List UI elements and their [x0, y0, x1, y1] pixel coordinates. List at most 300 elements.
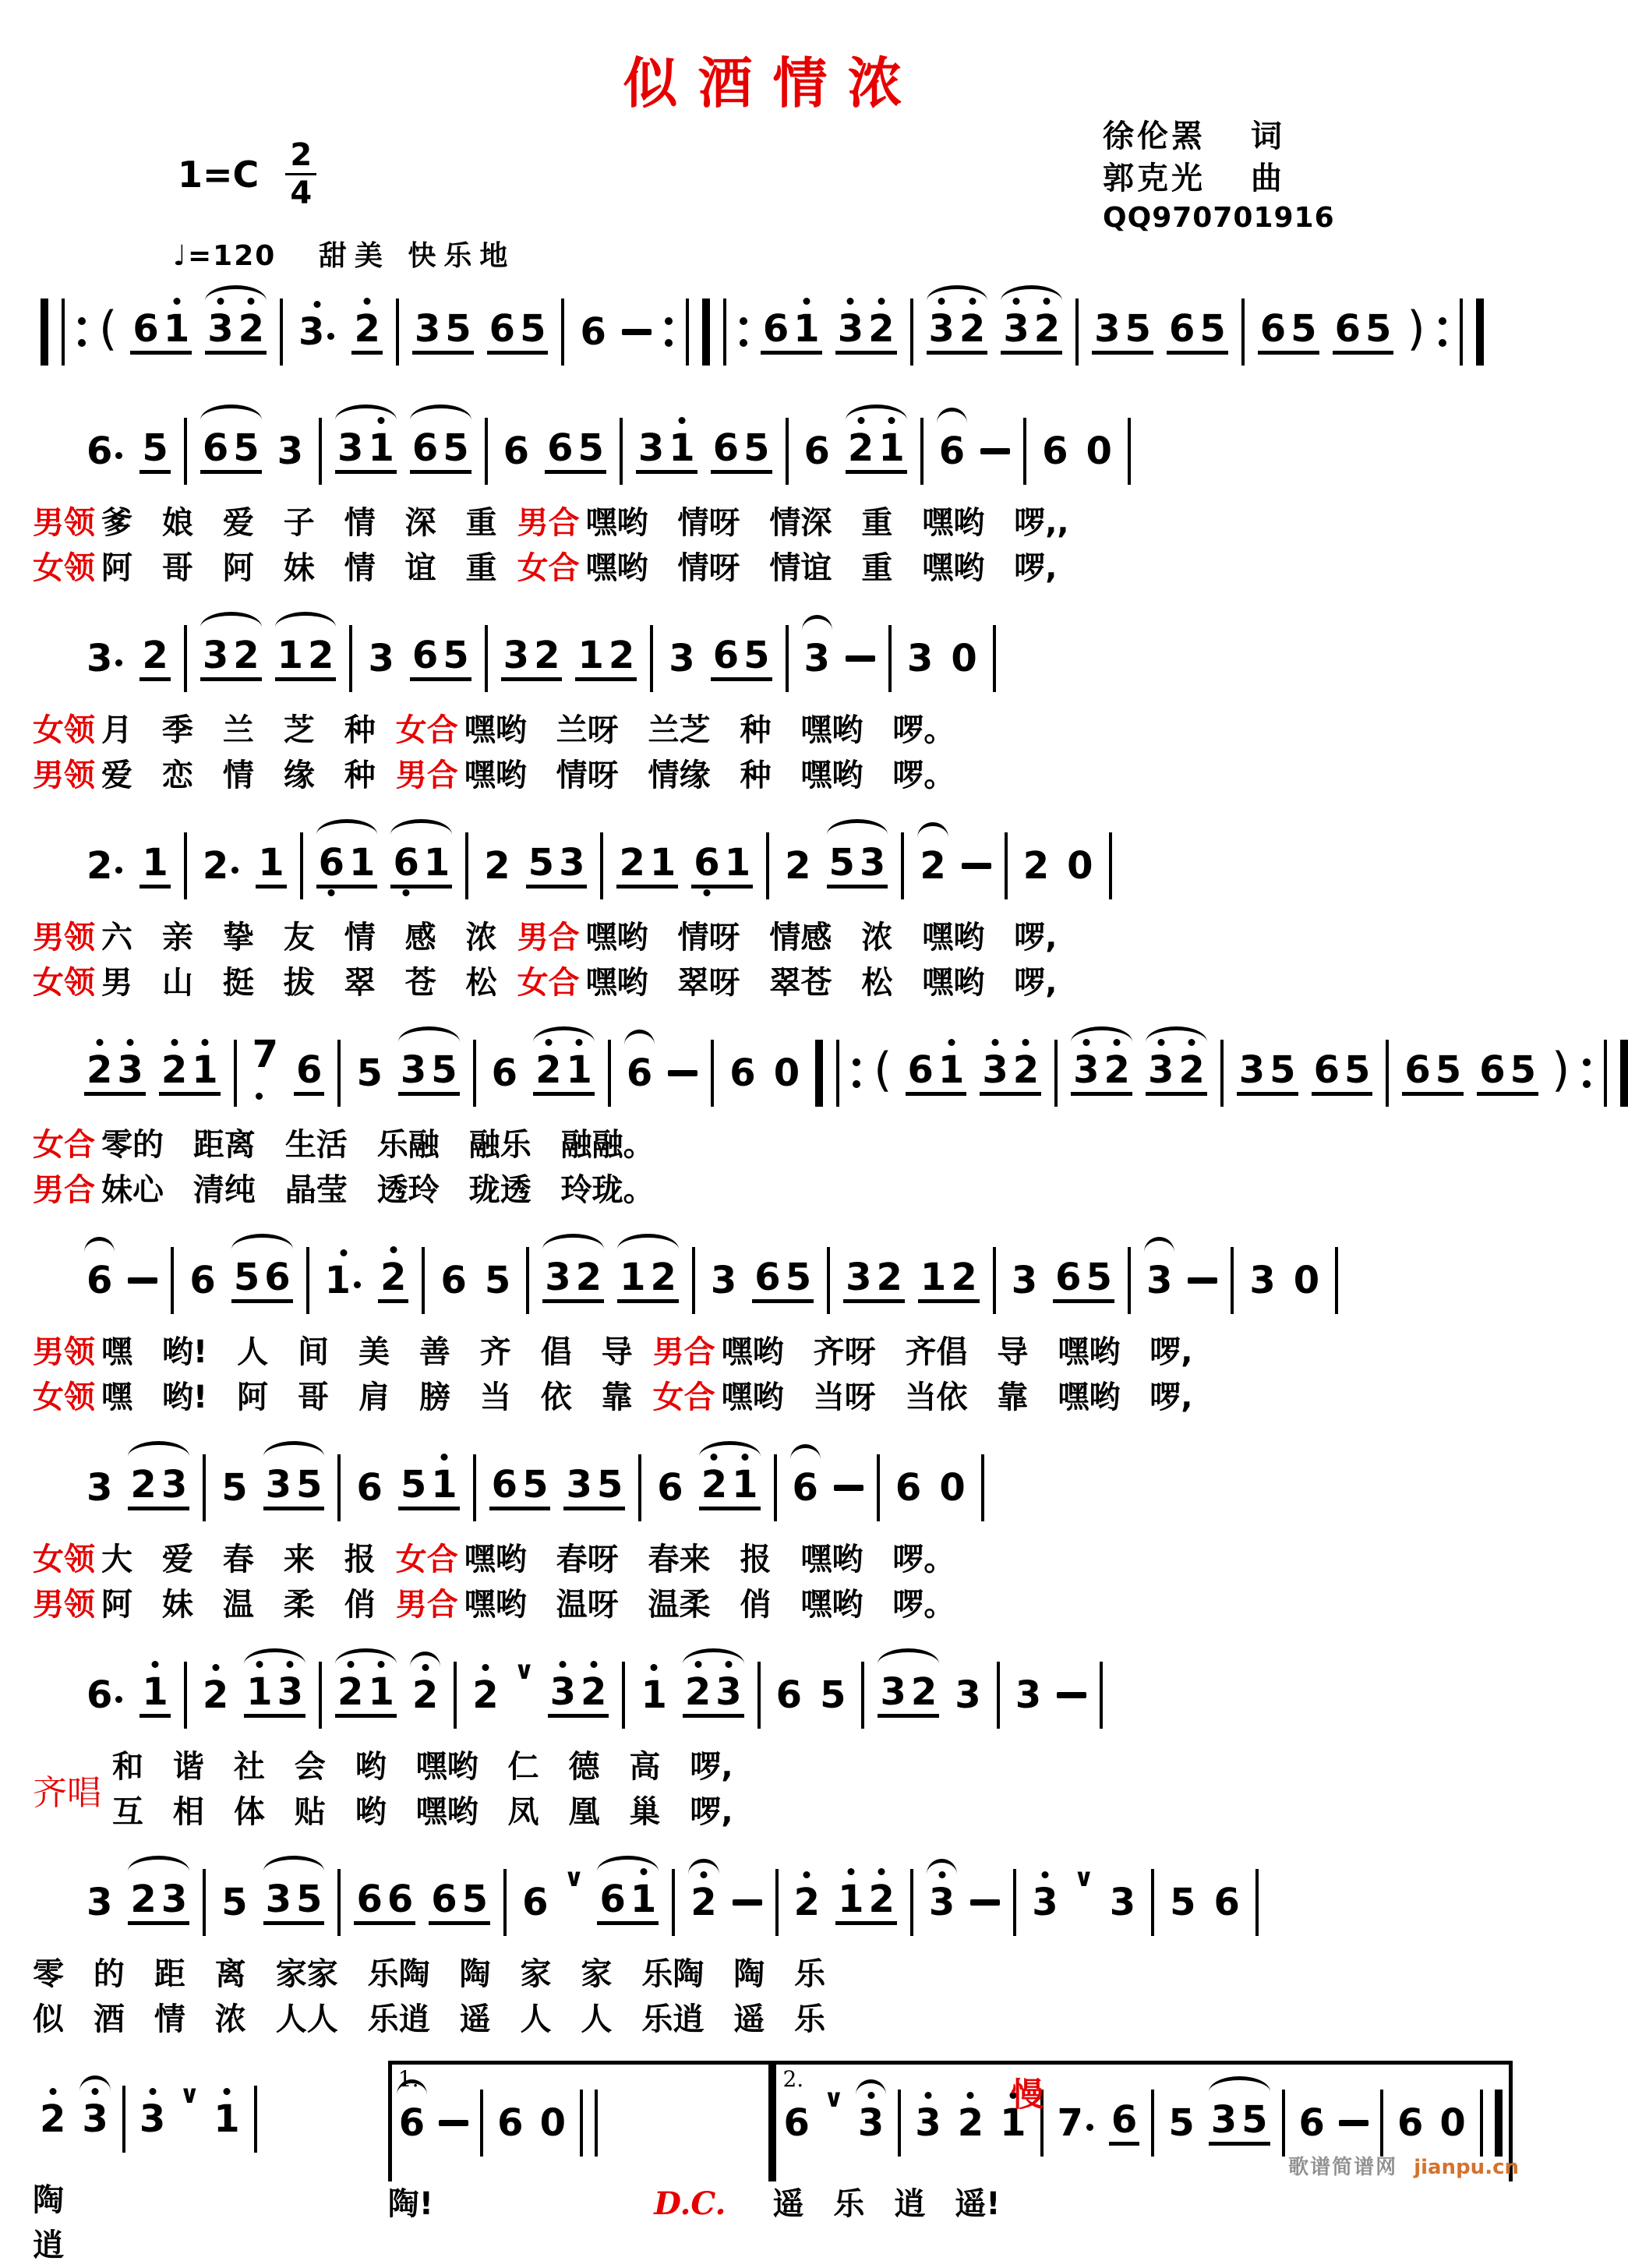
beam — [139, 840, 170, 888]
note-group — [482, 844, 512, 888]
music-system — [33, 1024, 1570, 1213]
lyric-text: 嘿哟 情呀 情缘 种 嘿哟 啰。 — [464, 758, 955, 793]
note: 0 — [939, 1466, 966, 1510]
note: 5 — [520, 306, 546, 351]
note-group — [538, 2101, 568, 2145]
augmentation-dot — [115, 659, 122, 666]
beam — [335, 426, 397, 474]
note-cluster — [1297, 2101, 1327, 2145]
barline — [1241, 299, 1245, 366]
note-cluster — [1107, 1881, 1138, 1924]
lyric-line — [33, 500, 1513, 546]
note: 3 — [87, 1466, 113, 1510]
note-group — [683, 1669, 744, 1718]
note: 3 — [1001, 310, 1031, 348]
note-group — [927, 1881, 957, 1924]
note-group — [354, 1877, 415, 1925]
music-line — [33, 1646, 1513, 1744]
repeat-dot — [1439, 317, 1446, 325]
note-cluster — [37, 2097, 68, 2141]
note: 6 — [132, 306, 159, 351]
role-label: 男合 — [395, 1587, 458, 1623]
note: 2 — [1022, 844, 1050, 888]
lyric-text: 嘿哟 情呀 情深 重 嘿哟 啰,, — [585, 505, 1069, 541]
barline — [861, 1662, 864, 1729]
note-group — [1247, 1259, 1277, 1302]
score-body — [0, 281, 1570, 2268]
note-group — [638, 1673, 669, 1717]
lyric-text: 嘿哟 齐呀 齐倡 导 嘿哟 啰, — [721, 1334, 1193, 1370]
barline — [1604, 1040, 1607, 1107]
octave-dot-high — [560, 1661, 567, 1668]
barline — [306, 1247, 309, 1314]
note: 6 — [356, 1877, 383, 1921]
repeat-dot — [740, 339, 747, 347]
note: 0 — [773, 1051, 800, 1095]
octave-dot-high — [422, 1664, 429, 1671]
repeat-dot — [665, 317, 673, 325]
note-group — [835, 1877, 897, 1925]
note-group — [1212, 1881, 1242, 1924]
octave-dot-high — [725, 1661, 732, 1668]
note: 5 — [221, 1881, 248, 1924]
breath-mark: ∨ — [823, 2083, 844, 2113]
note-group — [1209, 2097, 1270, 2146]
octave-dot-high — [651, 1664, 658, 1671]
lyric-line — [33, 753, 1513, 798]
note-group — [335, 426, 397, 474]
note: 1 — [323, 1262, 365, 1299]
note: 6 — [1479, 1047, 1506, 1092]
octave-dot-high — [847, 1868, 854, 1875]
note-group — [846, 426, 907, 474]
note-group — [231, 1255, 293, 1303]
beam — [683, 1669, 744, 1718]
note: 5 — [1170, 1881, 1196, 1924]
barline — [888, 625, 892, 692]
note-cluster — [1055, 2101, 1097, 2145]
beam — [410, 426, 471, 474]
repeat-dot — [78, 317, 86, 325]
barline — [898, 2090, 901, 2157]
note: 5 — [221, 1466, 248, 1510]
octave-dot-high — [694, 1661, 701, 1668]
parenthesis: ) — [1552, 1043, 1570, 1097]
beam — [1477, 1047, 1538, 1096]
note: 3 — [566, 1462, 592, 1507]
note-group — [429, 1877, 490, 1925]
credits-block — [1103, 115, 1335, 238]
note-group — [323, 1259, 365, 1302]
note: 3 — [713, 1673, 743, 1711]
barline — [1255, 1869, 1259, 1936]
note: 6 — [938, 429, 966, 473]
note: 6 — [503, 429, 530, 473]
note: 3 — [955, 1673, 981, 1717]
note: 3 — [277, 429, 304, 473]
augmentation-dot — [1086, 2124, 1093, 2131]
beam — [128, 1462, 189, 1510]
octave-dot-high — [217, 298, 224, 305]
barline — [1075, 299, 1079, 366]
note: 2 — [130, 1877, 157, 1921]
note: 6 — [599, 1877, 626, 1921]
note-cluster — [397, 2101, 427, 2145]
octave-dot-high — [1044, 298, 1051, 305]
note: 1 — [258, 840, 284, 885]
note-group — [200, 426, 262, 474]
note: 1 — [189, 1051, 220, 1089]
note: 2 — [876, 1255, 902, 1299]
note: 3 — [1146, 1051, 1176, 1089]
note: 1 — [139, 1673, 170, 1711]
barline — [234, 1040, 237, 1107]
note-group — [275, 633, 337, 681]
note: 5 — [1344, 1047, 1371, 1092]
note-group — [1013, 1673, 1044, 1717]
lyric-line — [112, 1744, 754, 1789]
barline — [485, 625, 488, 692]
beam — [351, 306, 382, 355]
note-group — [37, 2097, 68, 2141]
dash-note — [128, 1277, 157, 1284]
watermark — [1288, 2151, 1519, 2180]
note: 2 — [84, 1051, 115, 1089]
barline — [254, 2086, 257, 2153]
note: 6 — [522, 1881, 549, 1924]
music-line — [33, 402, 1513, 500]
note-cluster — [802, 637, 832, 680]
note: 2 — [650, 1255, 676, 1299]
note-cluster — [482, 1259, 513, 1302]
barline — [203, 1869, 206, 1936]
beam — [597, 1877, 659, 1925]
role-label: 女领 — [33, 1542, 95, 1577]
note-group — [489, 1051, 520, 1095]
octave-dot-high — [878, 1868, 885, 1875]
augmentation-dot — [354, 1281, 361, 1288]
note: 3 — [1238, 1047, 1266, 1092]
time-signature — [285, 139, 316, 210]
note: 1 — [577, 633, 604, 677]
parenthesis: ) — [1407, 302, 1425, 356]
note: 5 — [443, 633, 469, 677]
octave-dot-high — [92, 2088, 99, 2095]
octave-dot-high — [49, 2088, 56, 2095]
beam — [533, 1047, 595, 1096]
composer-role: 曲 — [1251, 161, 1282, 196]
note-group — [139, 426, 170, 474]
music-line — [33, 281, 1513, 383]
octave-dot-high — [992, 1039, 999, 1046]
octave-dot-high — [1188, 1039, 1195, 1046]
note-group — [666, 637, 697, 680]
barline — [766, 832, 769, 899]
note: 2 — [957, 310, 987, 348]
barline — [672, 1869, 675, 1936]
note-group — [482, 1259, 513, 1302]
repeat-dot — [78, 339, 86, 347]
note-group — [1040, 429, 1070, 473]
barline — [981, 1454, 984, 1521]
note-group — [802, 637, 832, 680]
note: 3 — [368, 637, 394, 680]
note-group — [526, 840, 588, 888]
beam — [244, 1669, 305, 1718]
parenthesis: ( — [99, 302, 118, 356]
note: 2 — [1102, 1051, 1132, 1089]
beam — [636, 426, 697, 474]
note: 3 — [710, 1259, 737, 1302]
repeat-dot — [740, 317, 747, 325]
beam — [429, 1877, 490, 1925]
barline — [1151, 2090, 1154, 2157]
beam — [390, 840, 452, 888]
music-line — [33, 1853, 1513, 1952]
note: 0 — [1439, 2101, 1466, 2145]
note-group — [1167, 1881, 1198, 1924]
note-group — [575, 633, 637, 681]
note-cluster — [84, 1466, 115, 1510]
note: 2 — [335, 1673, 366, 1711]
role-label: 女合 — [33, 1127, 95, 1163]
note: 5 — [743, 633, 770, 677]
song-title: 似酒情浓 — [623, 51, 923, 115]
note-group — [1071, 1047, 1132, 1096]
note-cluster — [137, 2097, 168, 2141]
note: 2 — [846, 429, 876, 467]
note: 6 — [729, 1051, 756, 1095]
note: 5 — [1241, 2097, 1268, 2142]
music-system — [33, 609, 1513, 798]
note: 2 — [200, 1676, 231, 1714]
note: 7 — [250, 1036, 281, 1111]
lyric-line — [33, 2178, 388, 2223]
barline — [1480, 2090, 1483, 2157]
note-cluster — [1247, 1259, 1277, 1302]
note-group — [316, 840, 378, 888]
octave-dot-high — [678, 417, 685, 424]
octave-dot-high — [857, 417, 864, 424]
note: 2 — [608, 633, 635, 677]
lyric-text: 大 爱 春 来 报 — [101, 1542, 376, 1577]
note-cluster — [688, 1881, 719, 1924]
note: 6 — [1055, 1255, 1082, 1299]
note-cluster — [489, 1051, 520, 1095]
note: 6 — [387, 1877, 414, 1921]
note: 2 — [619, 840, 645, 885]
barline — [620, 418, 623, 485]
note: 5 — [431, 1047, 457, 1092]
note-group — [211, 2097, 242, 2141]
note: 0 — [539, 2101, 566, 2145]
note-group — [354, 1051, 384, 1095]
note: 6 — [84, 433, 126, 470]
lyric-line — [33, 960, 1513, 1005]
octave-dot-high — [924, 2092, 931, 2099]
note-group — [563, 1462, 625, 1510]
note: 5 — [522, 1462, 549, 1507]
note-cluster — [1144, 1259, 1174, 1302]
dash-note — [1057, 1692, 1086, 1698]
lyric-text: 爹 娘 爱 子 情 深 重 — [101, 505, 497, 541]
beam — [487, 306, 549, 355]
note-group — [263, 1877, 325, 1925]
note-group — [250, 1033, 281, 1111]
note: 1 — [628, 1881, 659, 1918]
note: 2 — [955, 2104, 986, 2142]
octave-dot-high — [347, 1661, 354, 1668]
beam — [1146, 1047, 1207, 1096]
note-group — [1402, 1047, 1464, 1096]
barline — [622, 1662, 625, 1729]
note-cluster — [1013, 1673, 1044, 1717]
barline — [1460, 299, 1463, 366]
augmentation-dot — [115, 452, 122, 459]
note: 3 — [906, 637, 934, 680]
lyricist-line — [1103, 115, 1335, 157]
note-cluster — [354, 1466, 384, 1510]
note: 5 — [1435, 1047, 1462, 1092]
barline — [62, 299, 65, 366]
note-group — [878, 1669, 939, 1718]
barline — [1335, 1247, 1338, 1314]
note-group — [1021, 844, 1051, 888]
barline — [686, 299, 689, 366]
note: 1 — [638, 1676, 669, 1714]
role-label: 女合 — [652, 1380, 715, 1415]
note-group — [533, 1047, 595, 1096]
note-group — [548, 1669, 609, 1718]
note-cluster — [790, 1466, 821, 1510]
barline — [465, 832, 468, 899]
music-line — [33, 609, 1513, 708]
repeat-dots — [853, 1058, 860, 1088]
note-group — [398, 1047, 460, 1096]
lyric-line — [33, 546, 1513, 591]
beam — [335, 1669, 397, 1718]
note-cluster — [955, 2101, 986, 2145]
note-cluster — [792, 1881, 822, 1924]
dash-note — [846, 655, 875, 662]
note-cluster — [948, 637, 979, 680]
note: 3 — [859, 840, 886, 885]
barline — [1128, 418, 1131, 485]
beam — [526, 840, 588, 888]
note-cluster — [84, 429, 126, 473]
note: 1 — [729, 1466, 760, 1503]
note: 2 — [37, 2100, 68, 2138]
octave-dot-high — [482, 1664, 489, 1671]
beam — [835, 306, 897, 355]
dash-note — [962, 863, 991, 869]
note-cluster — [1065, 844, 1095, 888]
note-group — [390, 840, 452, 888]
note-group — [711, 426, 772, 474]
note-group — [410, 633, 471, 681]
beam — [542, 1255, 604, 1303]
note-group — [130, 306, 192, 355]
note: 1 — [277, 633, 304, 677]
beam — [263, 1462, 325, 1510]
note-group — [219, 1881, 249, 1924]
octave-dot-high — [173, 298, 180, 305]
note: 6 — [84, 1676, 126, 1714]
repeat-dots — [665, 317, 673, 347]
barline — [757, 1662, 761, 1729]
note: 6 — [398, 2101, 426, 2145]
note: 3 — [265, 1877, 292, 1921]
note: 1 — [791, 310, 821, 348]
barline — [692, 1247, 695, 1314]
note-group — [1009, 1259, 1040, 1302]
note: 3 — [669, 637, 695, 680]
lyric-text: 嘿哟 兰呀 兰芝 种 嘿哟 啰。 — [464, 712, 955, 748]
note: 6 — [390, 844, 421, 881]
note: 3 — [87, 1881, 113, 1924]
note-group — [905, 637, 935, 680]
note: 2 — [378, 1259, 408, 1296]
octave-dot-high — [803, 1871, 810, 1878]
note: 6 — [1259, 306, 1287, 351]
role-label: 男领 — [33, 758, 95, 793]
note-group — [139, 633, 170, 681]
note: 2 — [920, 844, 946, 888]
lyric-line — [33, 1952, 1513, 1997]
music-system — [33, 1646, 1513, 1835]
octave-dot-high — [314, 301, 321, 308]
beam — [846, 426, 907, 474]
note-cluster — [893, 1466, 923, 1510]
note: 3 — [803, 637, 830, 680]
final-segment — [33, 2061, 388, 2268]
note-group — [597, 1877, 659, 1925]
barline — [1220, 1040, 1224, 1107]
note: 3 — [1210, 2097, 1238, 2142]
note-cluster — [84, 844, 126, 888]
note-group — [489, 1462, 551, 1510]
role-label: 男领 — [33, 920, 95, 956]
note-group — [937, 429, 967, 473]
beam — [906, 1047, 967, 1096]
note: 3 — [84, 640, 126, 677]
role-label: 男合 — [652, 1334, 715, 1370]
note: 1 — [620, 1255, 646, 1299]
octave-dot-high — [127, 1039, 134, 1046]
key-signature — [178, 139, 316, 210]
note: 6 — [491, 1462, 518, 1507]
note-group — [1166, 2101, 1196, 2145]
note-group — [256, 840, 286, 888]
note-cluster — [856, 2101, 886, 2145]
octave-dot-low — [403, 889, 410, 896]
barline — [786, 418, 789, 485]
note-group — [927, 306, 988, 355]
repeat-dots — [78, 317, 86, 347]
score-header — [0, 0, 1545, 281]
lyric-text: 阿 妹 温 柔 俏 — [101, 1587, 376, 1623]
note-cluster — [1437, 2101, 1467, 2145]
beam — [1071, 1047, 1132, 1096]
barline — [910, 1869, 913, 1936]
unison-lyrics — [33, 1744, 1513, 1835]
augmentation-dot — [231, 867, 238, 874]
lyric-line — [33, 1330, 1513, 1375]
note-cluster — [495, 2101, 525, 2145]
note-group — [1144, 1259, 1174, 1302]
note-cluster — [782, 844, 813, 888]
barline — [454, 1662, 457, 1729]
